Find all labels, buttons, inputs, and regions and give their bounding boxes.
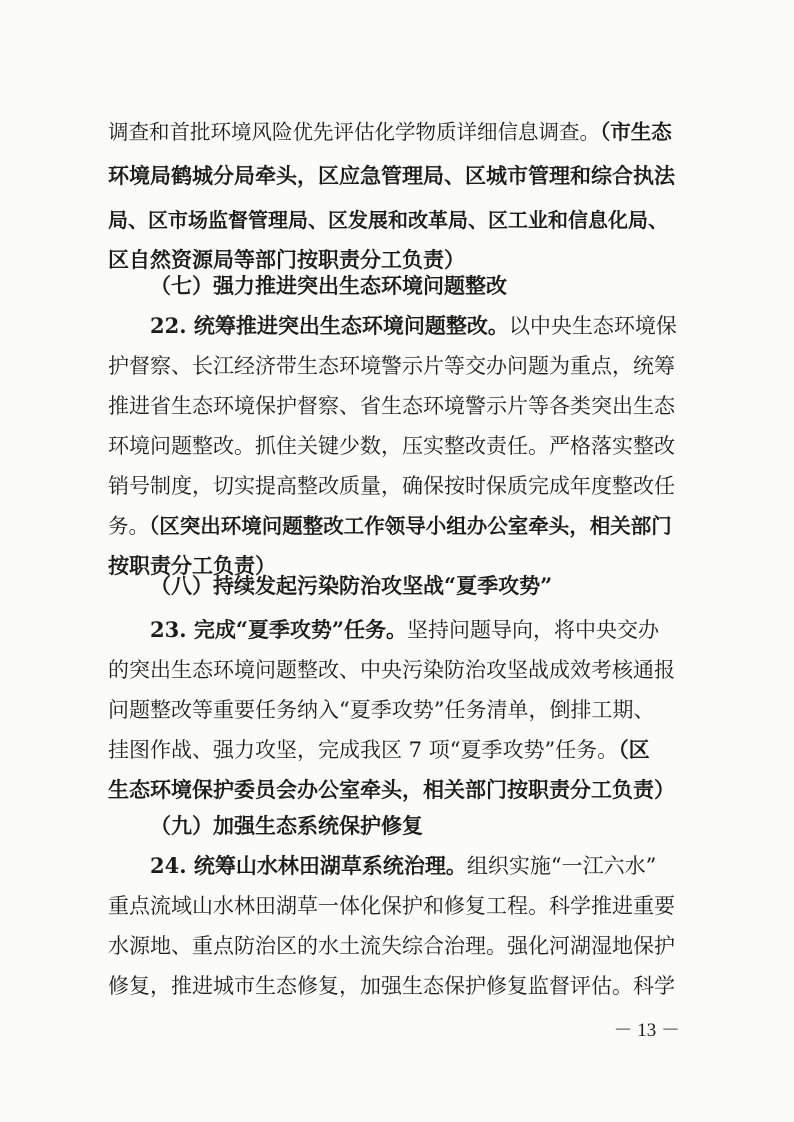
text-line xyxy=(108,386,678,426)
text-line xyxy=(108,466,678,506)
text-run: 推进省生态环境保护督察、省生态环境警示片等各类突出生态 xyxy=(108,394,675,418)
text-run: 务。 xyxy=(108,514,149,538)
text-line xyxy=(108,690,678,730)
page-number: － 13 － xyxy=(613,1020,680,1041)
text-run: 修复，推进城市生态修复，加强生态保护修复监督评估。科学 xyxy=(108,974,675,998)
bold-text-run: 按职责分工负责） xyxy=(108,553,276,578)
bold-text-run: 环境局鹤城分局牵头，区应急管理局、区城市管理和综合执法 xyxy=(108,163,675,188)
bold-text-run: （区 xyxy=(618,737,650,762)
text-run: 问题整改等重要任务纳入“夏季攻势”任务清单，倒排工期、 xyxy=(108,698,655,722)
text-line xyxy=(108,886,678,926)
text-line xyxy=(108,730,678,770)
text-line xyxy=(150,566,678,606)
text-line xyxy=(108,650,678,690)
bold-text-run: 23. 完成“夏季攻势”任务。 xyxy=(150,617,408,642)
text-line xyxy=(108,200,678,240)
bold-text-run: 生态环境保护委员会办公室牵头，相关部门按职责分工负责） xyxy=(108,777,675,802)
text-line xyxy=(108,770,678,810)
text-run: 以中央生态环境保 xyxy=(508,314,677,338)
bold-text-run: （区突出环境问题整改工作领导小组办公室牵头，相关部门 xyxy=(149,514,672,538)
text-run: 护督察、长江经济带生态环境警示片等交办问题为重点，统筹 xyxy=(108,354,675,378)
text-line xyxy=(108,966,678,1006)
text-line xyxy=(108,156,678,196)
text-run: 的突出生态环境问题整改、中央污染防治攻坚战成效考核通报 xyxy=(108,658,675,682)
bold-text-run: （八）持续发起污染防治攻坚战“夏季攻势” xyxy=(150,573,553,598)
bold-text-run: （七）强力推进突出生态环境问题整改 xyxy=(150,273,507,298)
text-run: 重点流域山水林田湖草一体化保护和修复工程。科学推进重要 xyxy=(108,894,675,918)
text-line xyxy=(108,112,678,152)
text-line xyxy=(108,506,678,546)
text-run: 水源地、重点防治区的水土流失综合治理。强化河湖湿地保护 xyxy=(108,934,675,958)
text-line xyxy=(108,426,678,466)
bold-text-run: 24. 统筹山水林田湖草系统治理。 xyxy=(150,853,467,878)
bold-text-run: （九）加强生态系统保护修复 xyxy=(150,813,423,838)
text-run: 销号制度，切实提高整改质量，确保按时保质完成年度整改任 xyxy=(108,474,675,498)
bold-text-run: 区自然资源局等部门按职责分工负责） xyxy=(108,247,465,272)
text-line xyxy=(150,846,678,886)
bold-text-run: 22. 统筹推进突出生态环境问题整改。 xyxy=(150,313,509,338)
text-run: 坚持问题导向，将中央交办 xyxy=(407,618,660,642)
text-line xyxy=(150,806,678,846)
text-run: 组织实施“一江六水” xyxy=(466,854,657,878)
text-line xyxy=(150,266,678,306)
text-line xyxy=(150,306,678,346)
bold-text-run: 局、区市场监督管理局、区发展和改革局、区工业和信息化局、 xyxy=(108,208,668,232)
text-line xyxy=(150,610,678,650)
text-run: 调查和首批环境风险优先评估化学物质详细信息调查。 xyxy=(108,120,600,144)
text-line xyxy=(108,926,678,966)
bold-text-run: （市生态 xyxy=(600,120,672,144)
text-run: 环境问题整改。抓住关键少数，压实整改责任。严格落实整改 xyxy=(108,434,675,458)
text-line xyxy=(108,346,678,386)
text-run: 挂图作战、强力攻坚，完成我区 7 项“夏季攻势”任务。 xyxy=(108,738,619,762)
